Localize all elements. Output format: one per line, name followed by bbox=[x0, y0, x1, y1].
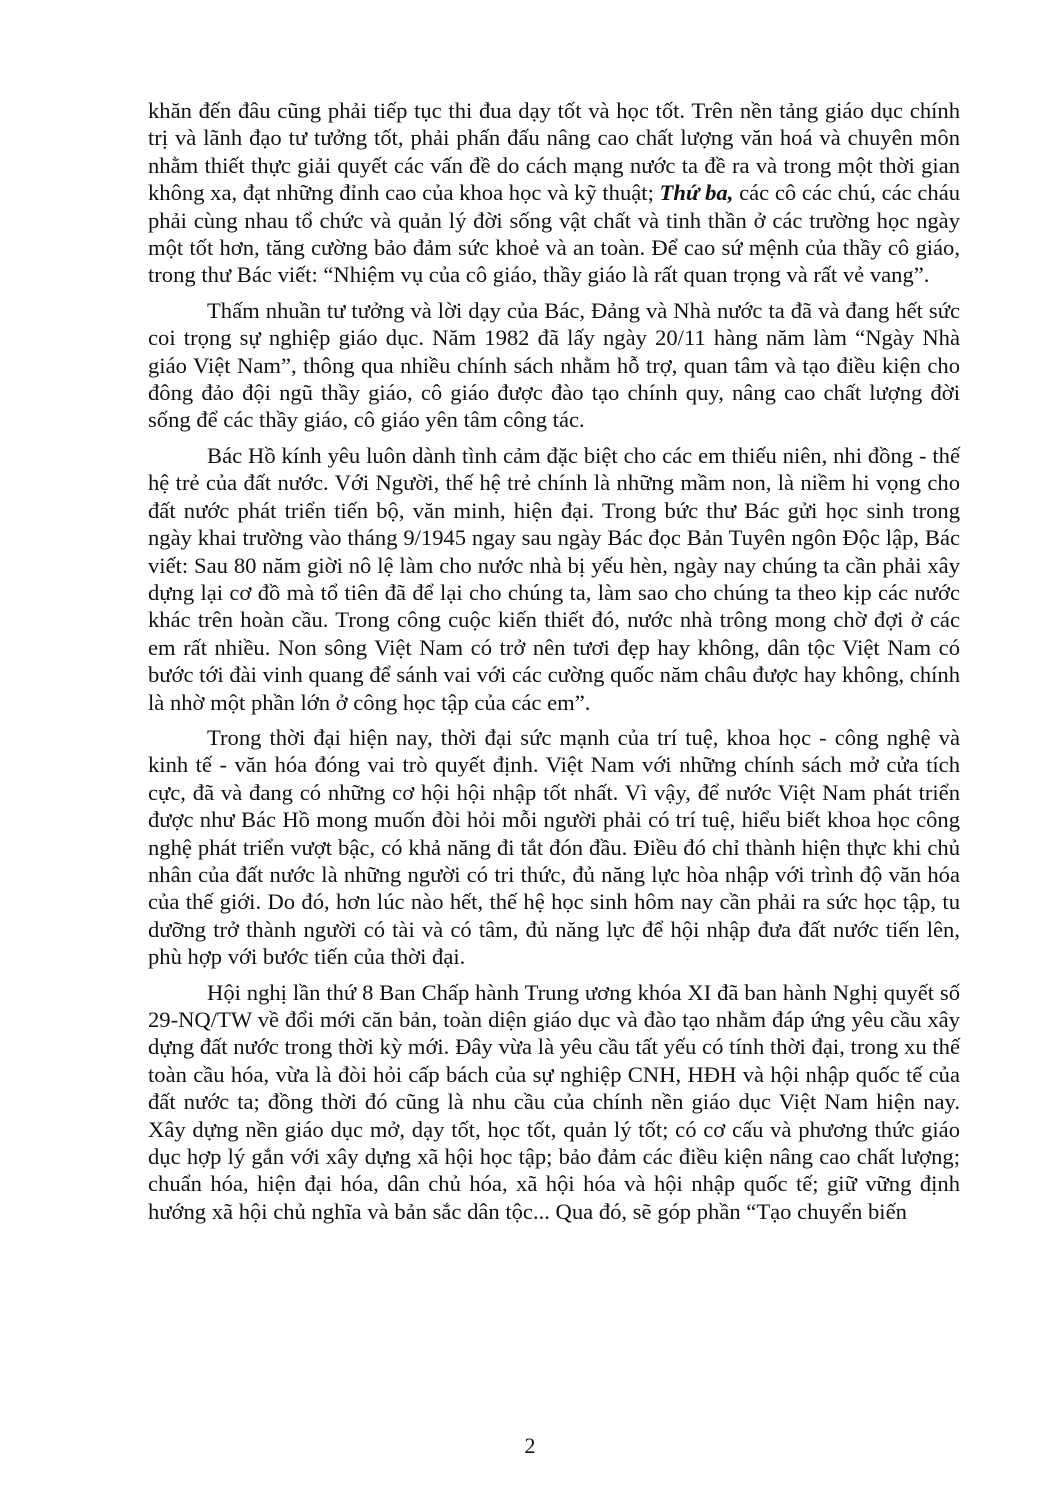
paragraph-modern-era: Trong thời đại hiện nay, thời đại sức mạnh của trí tuệ, khoa học - công nghệ và kinh tế - văn hóa đóng vai trò quyết định. Việt Nam với những chính sách mở cửa tích cực, đã và đang có những cơ hội hội nhập tốt nhất. Vì vậy, để nước Việt Nam phát triển được như Bác Hồ mong muốn đòi hỏi mỗi người phải có trí tuệ, hiểu biết khoa học công nghệ phát triển vượt bậc, có khả năng đi tắt đón đầu. Điều đó chỉ thành hiện thực khi chủ nhân của đất nước là những người có tri thức, đủ năng lực hòa nhập với trình độ văn hóa của thế giới. Do đó, hơn lúc nào hết, thế hệ học sinh hôm nay cần phải ra sức học tập, tu dưỡng trở thành người có tài và có tâm, đủ năng lực để hội nhập đưa đất nước tiến lên, phù hợp với bước tiến của thời đại. bbox=[148, 724, 960, 970]
paragraph-resolution-29: Hội nghị lần thứ 8 Ban Chấp hành Trung ương khóa XI đã ban hành Nghị quyết số 29-NQ/TW về đổi mới căn bản, toàn diện giáo dục và đào tạo nhằm đáp ứng yêu cầu xây dựng đất nước trong thời kỳ mới. Đây vừa là yêu cầu tất yếu có tính thời đại, trong xu thế toàn cầu hóa, vừa là đòi hỏi cấp bách của sự nghiệp CNH, HĐH và hội nhập quốc tế của đất nước ta; đồng thời đó cũng là nhu cầu của chính nền giáo dục Việt Nam hiện nay. Xây dựng nền giáo dục mở, dạy tốt, học tốt, quản lý tốt; có cơ cấu và phương thức giáo dục hợp lý gắn với xây dựng xã hội học tập; bảo đảm các điều kiện nâng cao chất lượng; chuẩn hóa, hiện đại hóa, dân chủ hóa, xã hội hóa và hội nhập quốc tế; giữ vững định hướng xã hội chủ nghĩa và bản sắc dân tộc... Qua đó, sẽ góp phần “Tạo chuyển biến bbox=[148, 979, 960, 1224]
paragraph-continuation bbox=[148, 97, 960, 289]
paragraph-text-tail: các cô các chú, các cháu phải cùng nhau tổ chức và quản lý đời sống vật chất và tinh thần ở các trường học ngày một tốt hơn, tăng cường bảo đảm sức khoẻ và an toàn. Để cao sứ mệnh của thầy cô giáo, trong thư Bác viết: “Nhiệm vụ của cô giáo, thầy giáo là rất quan trọng và rất vẻ vang”. bbox=[148, 180, 961, 288]
paragraph-youth: Bác Hồ kính yêu luôn dành tình cảm đặc biệt cho các em thiếu niên, nhi đồng - thế hệ trẻ của đất nước. Với Người, thế hệ trẻ chính là những mầm non, là niềm hi vọng cho đất nước phát triển tiến bộ, văn minh, hiện đại. Trong bức thư Bác gửi học sinh trong ngày khai trường vào tháng 9/1945 ngay sau ngày Bác đọc Bản Tuyên ngôn Độc lập, Bác viết: Sau 80 năm giời nô lệ làm cho nước nhà bị yếu hèn, ngày nay chúng ta cần phải xây dựng lại cơ đồ mà tổ tiên đã để lại cho chúng ta, làm sao cho chúng ta theo kịp các nước khác trên hoàn cầu. Trong công cuộc kiến thiết đó, nước nhà trông mong chờ đợi ở các em rất nhiều. Non sông Việt Nam có trở nên tươi đẹp hay không, dân tộc Việt Nam có bước tới đài vinh quang để sánh vai với các cường quốc năm châu được hay không, chính là nhờ một phần lớn ở công học tập của các em”. bbox=[148, 442, 960, 715]
paragraph-text-lead: khăn đến đâu cũng phải tiếp tục thi đua dạy tốt và học tốt. Trên nền tảng giáo dục chính trị và lãnh đạo tư tưởng tốt, phải phấn đấu nâng cao chất lượng văn hoá và chuyên môn nhằm thiết thực giải quyết các vấn đề do cách mạng nước ta đề ra và trong một thời gian không xa, đạt những đỉnh cao của khoa học và kỹ thuật; bbox=[148, 98, 960, 206]
document-body bbox=[148, 97, 960, 1233]
page-number: 2 bbox=[524, 1433, 536, 1458]
emphasis-thu-ba: Thứ ba, bbox=[659, 180, 734, 206]
paragraph-teachers-day: Thấm nhuần tư tưởng và lời dạy của Bác, Đảng và Nhà nước ta đã và đang hết sức coi trọng sự nghiệp giáo dục. Năm 1982 đã lấy ngày 20/11 hàng năm làm “Ngày Nhà giáo Việt Nam”, thông qua nhiều chính sách nhằm hỗ trợ, quan tâm và tạo điều kiện cho đông đảo đội ngũ thầy giáo, cô giáo được đào tạo chính quy, nâng cao chất lượng đời sống để các thầy giáo, cô giáo yên tâm công tác. bbox=[148, 297, 960, 433]
